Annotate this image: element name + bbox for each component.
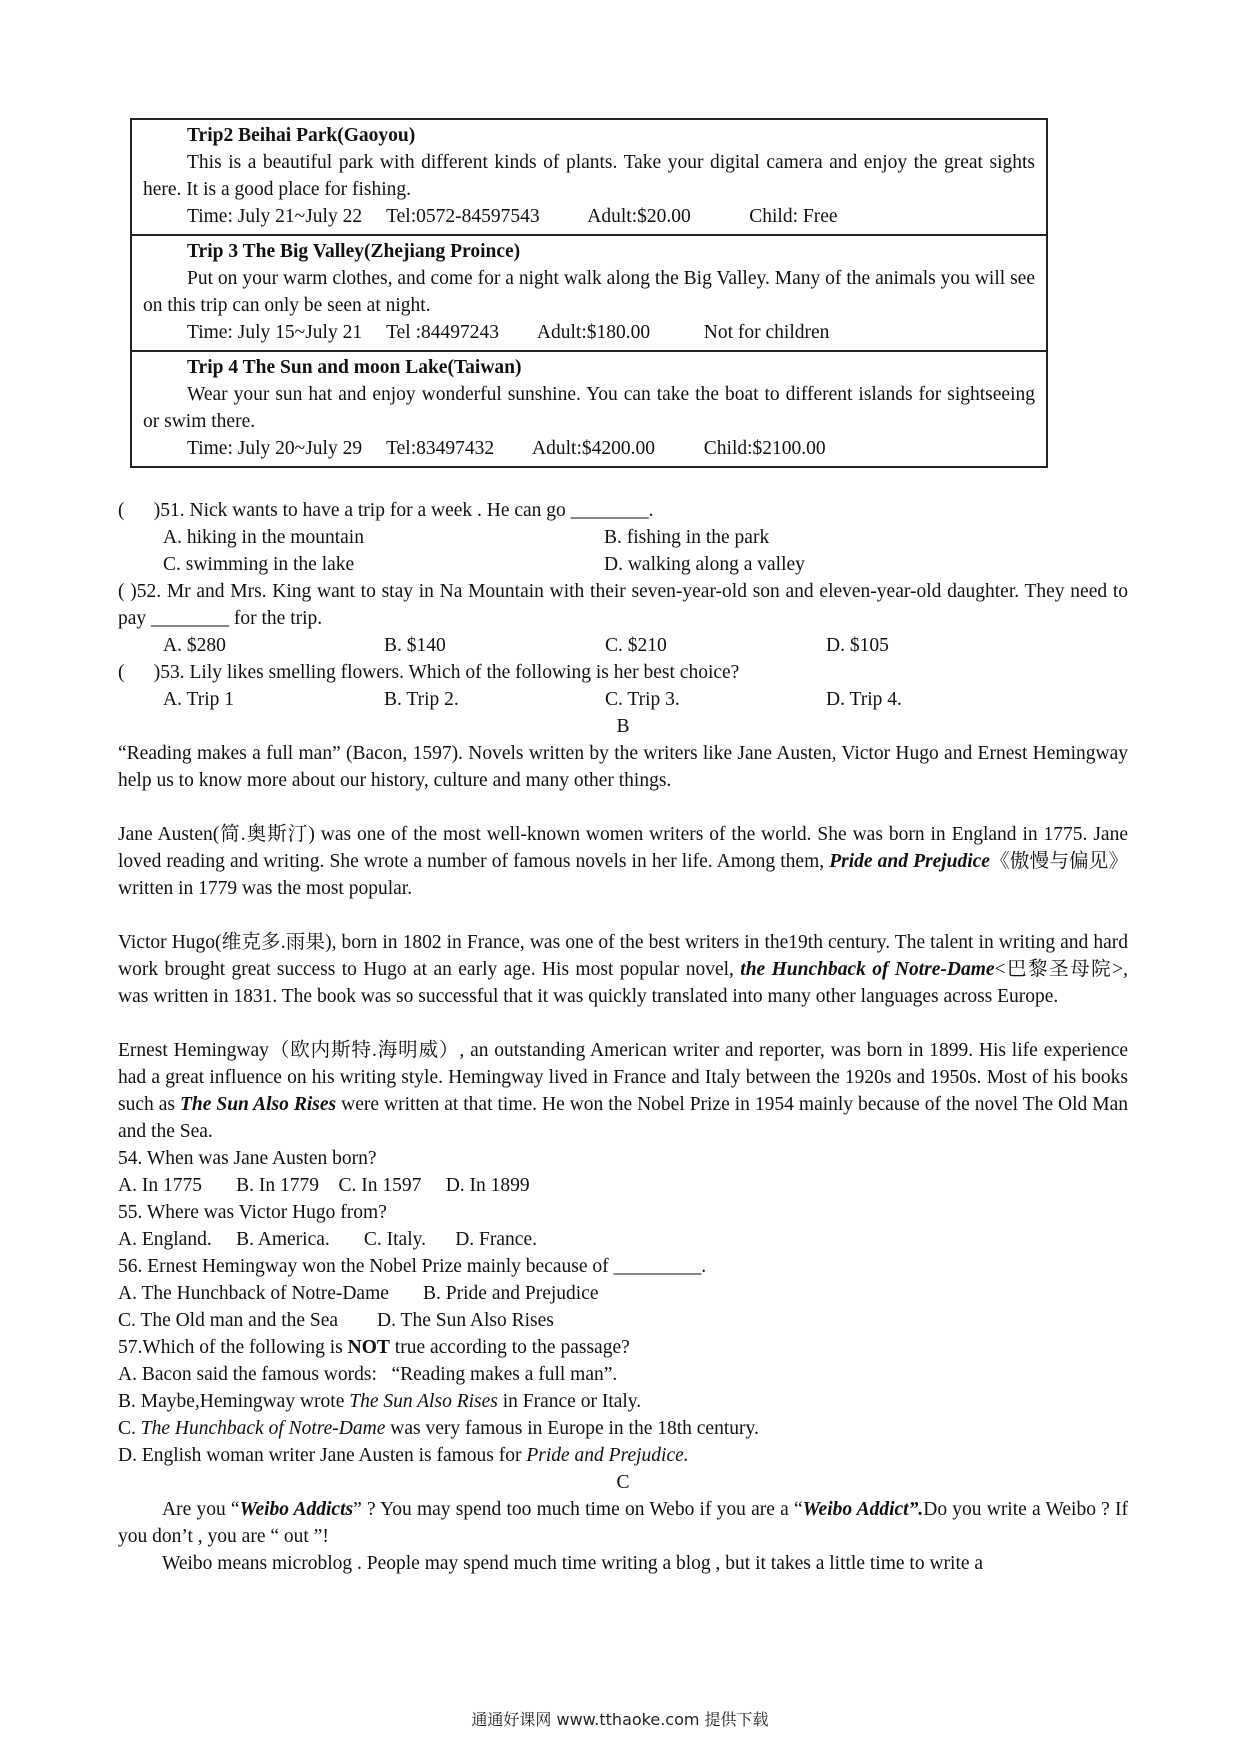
trip-table [130, 118, 1048, 468]
option-d: D. Trip 4. [826, 689, 902, 710]
option-c [118, 1415, 1128, 1442]
trip-description: This is a beautiful park with different kinds of plants. Take your digital camera and enjoy the great sights here. It is a good place for fishing. [143, 152, 1035, 200]
question-51-options-row1 [118, 524, 1128, 551]
question-56: 56. Ernest Hemingway won the Nobel Prize mainly because of _________. [118, 1256, 707, 1277]
question-52-options [118, 632, 1128, 659]
passage-c-paragraph-2: Weibo means microblog . People may spend much time writing a blog , but it takes a little time to write a [162, 1553, 984, 1574]
question-55-options: A. England. B. America. C. Italy. D. France. [118, 1229, 537, 1250]
option-text: C. [118, 1418, 141, 1439]
page-footer: 通通好课网 www.tthaoke.com 提供下载 [471, 1710, 769, 1729]
emphasis: Weibo Addict”. [802, 1499, 924, 1520]
question-56-options-row2: C. The Old man and the Sea D. The Sun Also Rises [118, 1310, 554, 1331]
trip-title: Trip 3 The Big Valley(Zhejiang Proince) [187, 241, 521, 262]
option-d: D. walking along a valley [604, 554, 805, 575]
question-54-options: A. In 1775 B. In 1779 C. In 1597 D. In 1899 [118, 1175, 530, 1196]
option-a: A. $280 [163, 635, 226, 656]
trip-description: Put on your warm clothes, and come for a night walk along the Big Valley. Many of the animals you will see on this trip can only be seen at night. [143, 268, 1035, 316]
option-text: was very famous in Europe in the 18th century. [385, 1418, 759, 1439]
option-a: A. hiking in the mountain [163, 527, 364, 548]
option-b: B. $140 [384, 635, 446, 656]
passage-b-paragraph-3 [118, 929, 1128, 1010]
paragraph-text: Victor Hugo(维克多.雨果), born in 1802 in France, was one of the best writers in the19th century. The talent in writing and hard work brought great success to Hugo at an early age. His most popular novel, [118, 932, 1128, 980]
paragraph-text: Are you “ [162, 1499, 240, 1520]
paragraph-text: Jane Austen(简.奥斯汀) was one of the most well-known women writers of the world. She was born in England in 1775. Jane loved reading and writing. She wrote a number of famous novels in her life. Among them, [118, 824, 1128, 872]
option-c: C. Trip 3. [605, 689, 680, 710]
option-b [118, 1388, 1128, 1415]
option-c: C. $210 [605, 635, 667, 656]
trip-description: Wear your sun hat and enjoy wonderful sunshine. You can take the boat to different islands for sightseeing or swim there. [143, 384, 1035, 432]
trip-2-box [132, 120, 1046, 236]
question-52: ( )52. Mr and Mrs. King want to stay in Na Mountain with their seven-year-old son and eleven-year-old daughter. They need to pay ________ for the trip. [118, 581, 1128, 629]
book-title: Pride and Prejudice [829, 851, 990, 872]
option-d: D. $105 [826, 635, 889, 656]
question-53: ( )53. Lily likes smelling flowers. Which of the following is her best choice? [118, 662, 740, 683]
question-51: ( )51. Nick wants to have a trip for a week . He can go ________. [118, 500, 654, 521]
question-53-options [118, 686, 1128, 713]
paragraph-text: ” ? You may spend too much time on Webo if you are a “ [353, 1499, 803, 1520]
question-area [118, 497, 1128, 1577]
paragraph-text: <巴黎圣母院>, was written in 1831. The book was so successful that it was quickly translated into many other languages across Europe. [118, 959, 1128, 1007]
passage-b-paragraph-4 [118, 1037, 1128, 1145]
option-a: A. Bacon said the famous words: “Reading makes a full man”. [118, 1364, 618, 1385]
question-54: 54. When was Jane Austen born? [118, 1148, 377, 1169]
trip-info: Time: July 15~July 21 Tel :84497243 Adult:$180.00 Not for children [187, 322, 830, 343]
question-text: true according to the passage? [389, 1337, 630, 1358]
emphasis: Weibo Addicts [239, 1499, 354, 1520]
trip-title: Trip2 Beihai Park(Gaoyou) [187, 125, 416, 146]
passage-b-paragraph-1: “Reading makes a full man” (Bacon, 1597). Novels written by the writers like Jane Austen, Victor Hugo and Ernest Hemingway help us to know more about our history, culture and many other things. [118, 743, 1128, 791]
question-51-options-row2 [118, 551, 1128, 578]
option-d [118, 1442, 1128, 1469]
option-b: B. Trip 2. [384, 689, 459, 710]
book-title: the Hunchback of Notre-Dame [740, 959, 995, 980]
option-text: D. English woman writer Jane Austen is famous for [118, 1445, 527, 1466]
paragraph-text: Do you write a Weibo ? If you don’t , you are “ out ”! [118, 1499, 1129, 1547]
trip-title: Trip 4 The Sun and moon Lake(Taiwan) [187, 357, 522, 378]
passage-c-paragraph-1 [118, 1496, 1128, 1550]
book-title: The Hunchback of Notre-Dame [140, 1418, 386, 1439]
trip-3-box [132, 236, 1046, 352]
question-55: 55. Where was Victor Hugo from? [118, 1202, 387, 1223]
option-a: A. Trip 1 [163, 689, 234, 710]
question-56-options-row1: A. The Hunchback of Notre-Dame B. Pride and Prejudice [118, 1283, 599, 1304]
emphasis: NOT [347, 1337, 390, 1358]
book-title: The Sun Also Rises [179, 1094, 337, 1115]
section-b-label: B [616, 716, 630, 737]
question-57 [118, 1334, 1128, 1361]
option-text: B. Maybe,Hemingway wrote [118, 1391, 350, 1412]
option-b: B. fishing in the park [604, 527, 770, 548]
option-c: C. swimming in the lake [163, 554, 355, 575]
trip-info: Time: July 20~July 29 Tel:83497432 Adult:$4200.00 Child:$2100.00 [187, 438, 826, 459]
book-title: The Sun Also Rises [349, 1391, 498, 1412]
book-title: Pride and Prejudice. [526, 1445, 689, 1466]
option-text: in France or Italy. [497, 1391, 642, 1412]
passage-b-paragraph-2 [118, 821, 1128, 902]
section-c-label: C [616, 1472, 630, 1493]
trip-info: Time: July 21~July 22 Tel:0572-84597543 Adult:$20.00 Child: Free [187, 206, 838, 227]
trip-4-box [132, 352, 1046, 466]
question-text: 57.Which of the following is [118, 1337, 348, 1358]
paragraph-text: Ernest Hemingway（欧内斯特.海明威）, an outstanding American writer and reporter, was born in 1899. His life experience had a great influence on his writing style. Hemingway lived in France and Italy between the 1920s and 1950s. Most of his books such as [118, 1040, 1128, 1115]
paragraph-text: 《傲慢与偏见》 written in 1779 was the most popular. [118, 851, 1128, 899]
paragraph-text: were written at that time. He won the Nobel Prize in 1954 mainly because of the novel The Old Man and the Sea. [118, 1094, 1128, 1142]
